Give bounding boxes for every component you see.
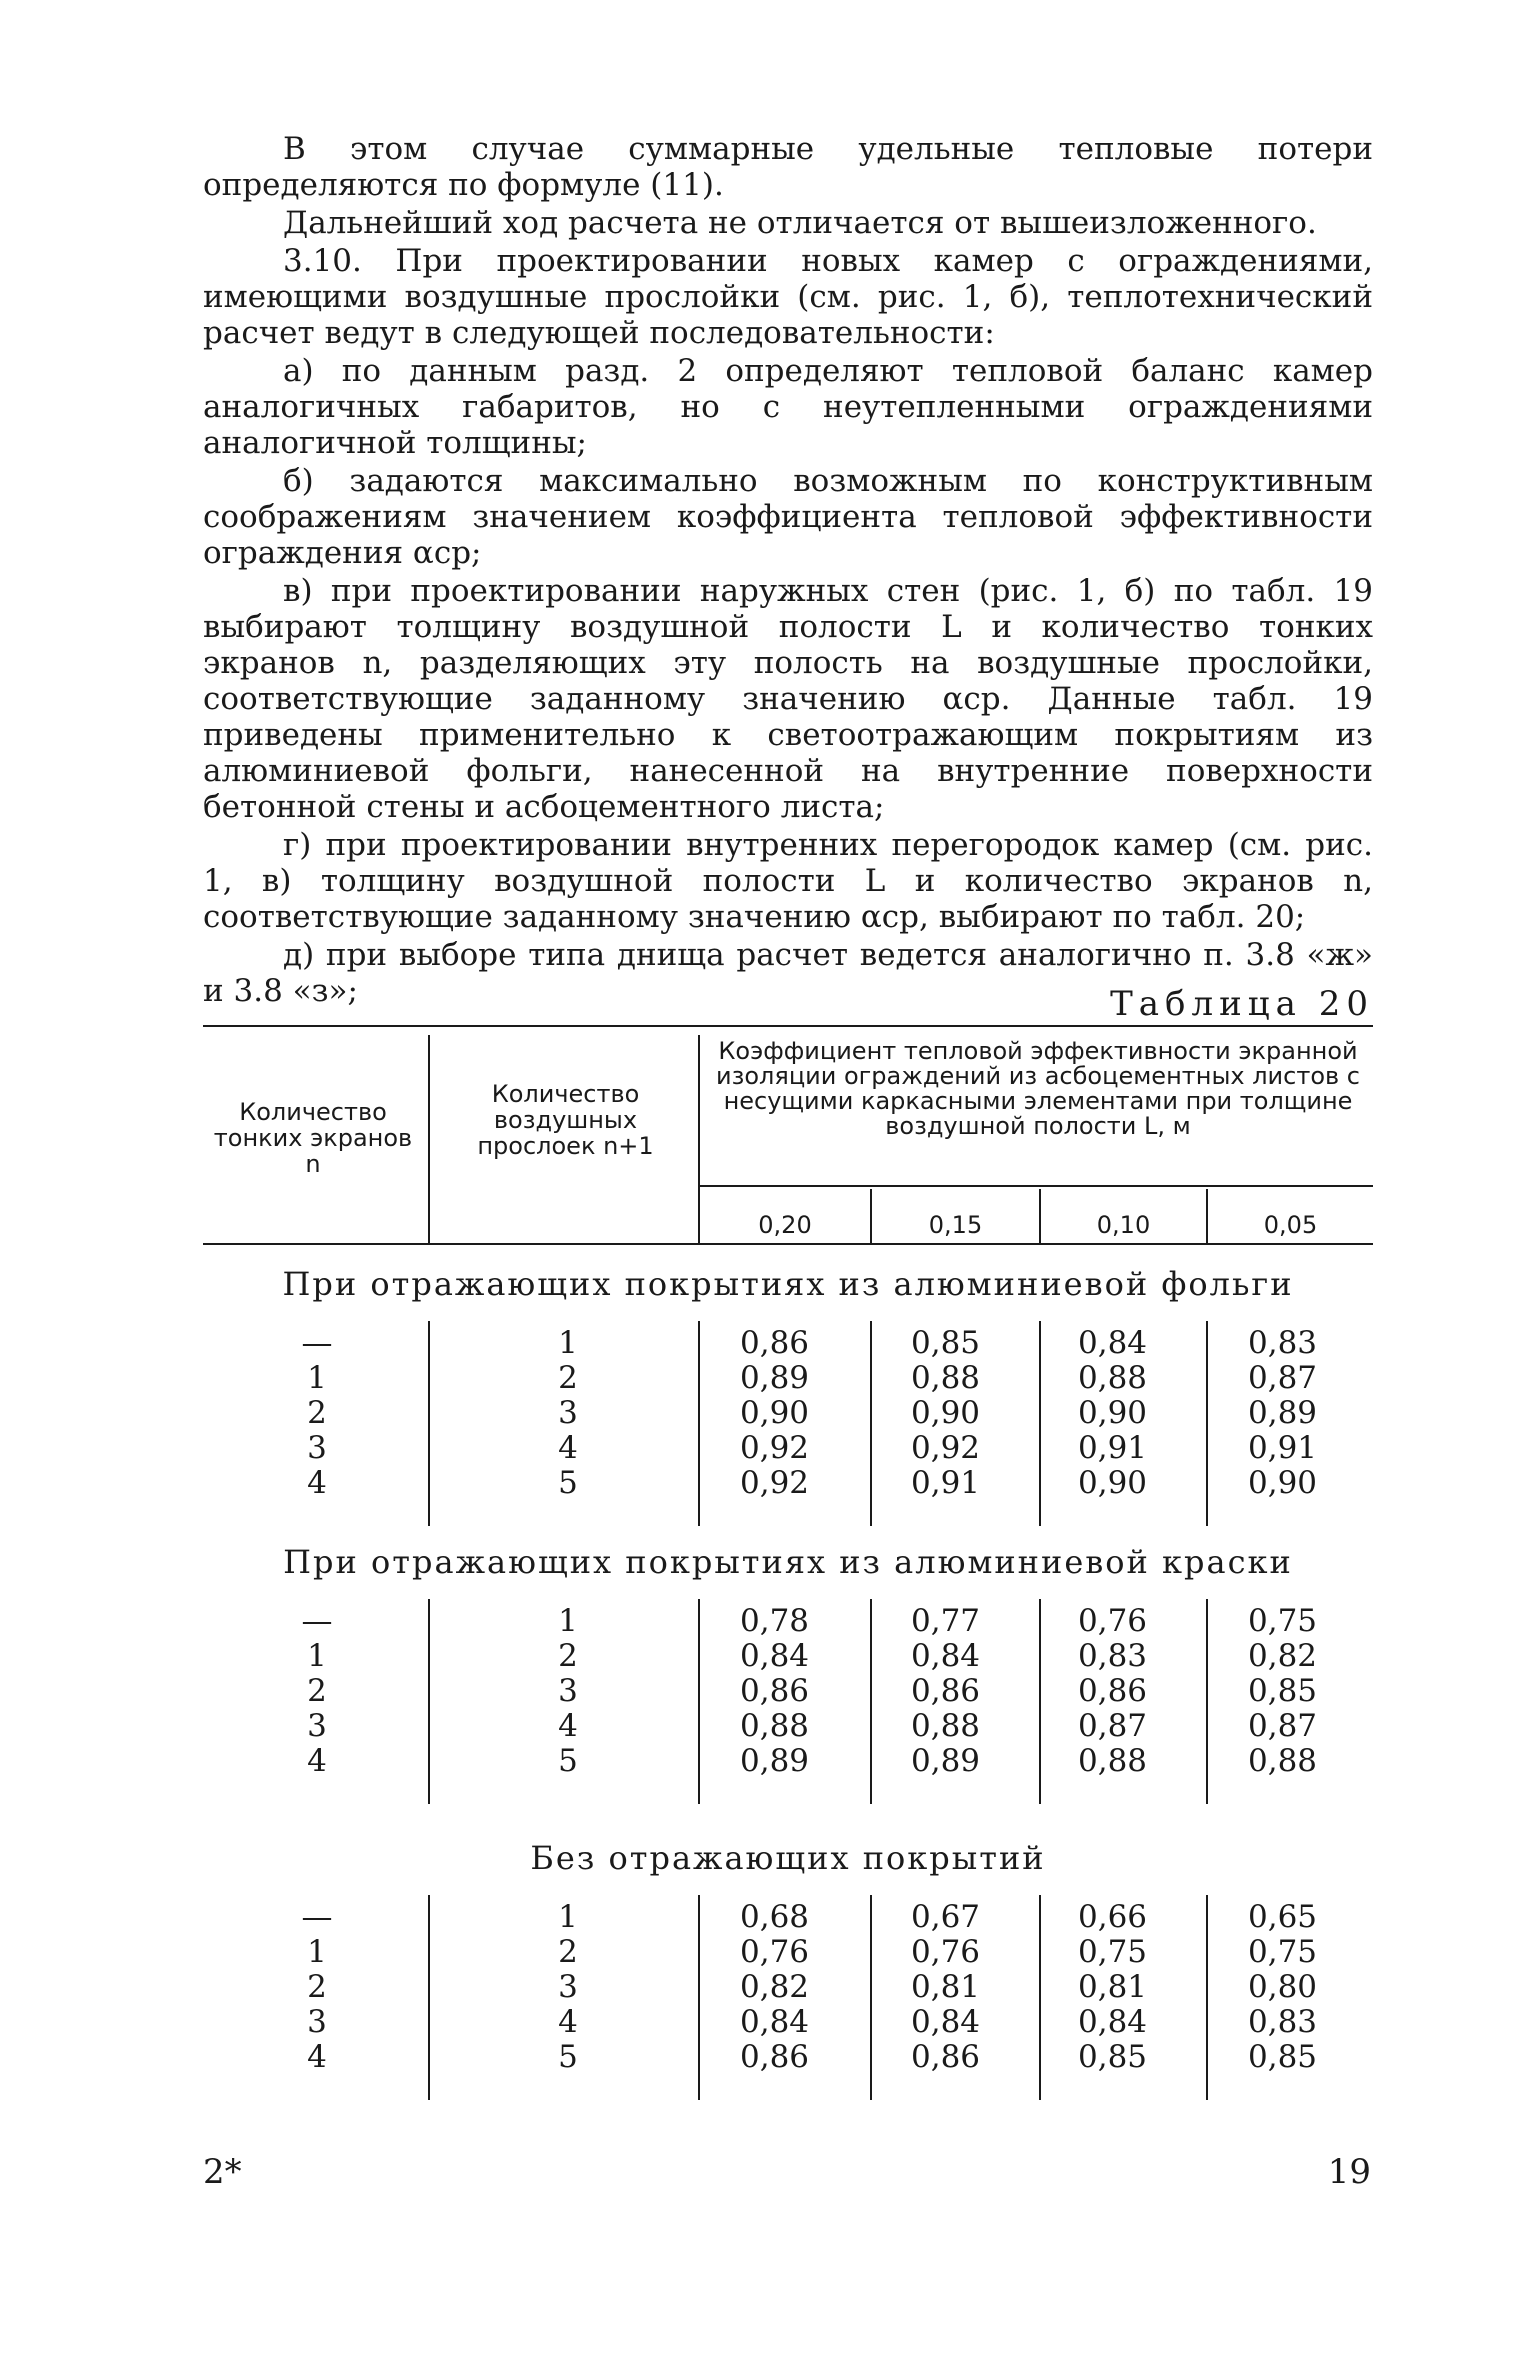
- header-col-divider: [428, 1035, 430, 1243]
- table-cell: 2: [558, 1934, 578, 1970]
- paragraph: б) задаются максимально возможным по конструктивным соображениям значением коэффициента тепловой эффективности ограждения αср;: [203, 463, 1373, 571]
- table-row: [203, 1899, 1373, 1934]
- table-cell: —: [301, 1325, 333, 1361]
- table-cell: 0,86: [911, 1673, 981, 1709]
- table-cell: 4: [307, 1743, 327, 1779]
- table-cell: 0,86: [740, 2039, 810, 2075]
- table-cell: 0,84: [740, 1638, 810, 1674]
- thickness-label: 0,20: [758, 1211, 812, 1239]
- table-cell: 0,84: [1078, 1325, 1148, 1361]
- table-cell: 3: [307, 2004, 327, 2040]
- table-cell: 0,85: [1248, 1673, 1318, 1709]
- section-title: Без отражающих покрытий: [530, 1839, 1046, 1877]
- table-row: [203, 1430, 1373, 1465]
- table-cell: 0,77: [911, 1603, 981, 1639]
- table-cell: 0,82: [740, 1969, 810, 2005]
- table-cell: 0,88: [911, 1360, 981, 1396]
- table-cell: 1: [307, 1360, 327, 1396]
- paragraph: в) при проектировании наружных стен (рис. 1, б) по табл. 19 выбирают толщину воздушной полости L и количество тонких экранов n, разделяющих эту полость на воздушные прослойки, соответствующие заданному значению αср. Данные табл. 19 приведены применительно к светоотражающим покрытиям из алюминиевой фольги, нанесенной на внутренние поверхности бетонной стены и асбоцементного листа;: [203, 573, 1373, 825]
- table-cell: 0,87: [1078, 1708, 1148, 1744]
- table-cell: 3: [307, 1430, 327, 1466]
- table-cell: 4: [558, 2004, 578, 2040]
- table-caption: Таблица 20: [1110, 984, 1374, 1024]
- table-top-rule: [203, 1025, 1373, 1027]
- table-cell: 0,91: [1248, 1430, 1318, 1466]
- table-cell: 0,68: [740, 1899, 810, 1935]
- table-cell: 0,89: [740, 1360, 810, 1396]
- thickness-header-rule: [698, 1185, 1373, 1187]
- table-cell: 3: [307, 1708, 327, 1744]
- thickness-label: 0,10: [1096, 1211, 1151, 1239]
- table-row: [203, 1325, 1373, 1360]
- table-cell: 0,92: [740, 1430, 810, 1466]
- header-air-layers: Количество воздушных прослоек n+1: [477, 1080, 654, 1160]
- table-cell: 0,87: [1248, 1360, 1318, 1396]
- table-cell: 3: [558, 1969, 578, 2005]
- table-row: [203, 2039, 1373, 2074]
- table-header-bottom-rule: [203, 1243, 1373, 1245]
- table-cell: 1: [558, 1325, 578, 1361]
- table-cell: 0,90: [740, 1395, 810, 1431]
- table-cell: 0,76: [740, 1934, 810, 1970]
- table-cell: 0,83: [1248, 1325, 1318, 1361]
- table-cell: 0,90: [1078, 1465, 1148, 1501]
- table-cell: 0,91: [911, 1465, 981, 1501]
- table-cell: 0,80: [1248, 1969, 1318, 2005]
- table-cell: 0,89: [740, 1743, 810, 1779]
- table-cell: 3: [558, 1395, 578, 1431]
- header-screens-count: Количество тонких экранов n: [213, 1098, 413, 1178]
- table-row: [203, 1395, 1373, 1430]
- table-row: [203, 1638, 1373, 1673]
- table-cell: 5: [558, 2039, 578, 2075]
- table-row: [203, 1360, 1373, 1395]
- header-coefficient-group: Коэффициент тепловой эффективности экранной изоляции ограждений из асбоцементных листов с несущими каркасными элементами при толщине воздушной полости L, м: [716, 1037, 1360, 1140]
- table-cell: 4: [558, 1708, 578, 1744]
- table-row: [203, 1743, 1373, 1778]
- table-cell: 2: [307, 1395, 327, 1431]
- table-cell: 0,92: [740, 1465, 810, 1501]
- table-cell: 5: [558, 1465, 578, 1501]
- table-cell: 0,86: [911, 2039, 981, 2075]
- paragraph: г) при проектировании внутренних перегородок камер (см. рис. 1, в) толщину воздушной полости L и количество экранов n, соответствующие заданному значению αср, выбирают по табл. 20;: [203, 827, 1373, 935]
- table-cell: 0,88: [1078, 1743, 1148, 1779]
- paragraph: 3.10. При проектировании новых камер с ограждениями, имеющими воздушные прослойки (см. рис. 1, б), теплотехнический расчет ведут в следующей последовательности:: [203, 243, 1373, 351]
- table-cell: 0,87: [1248, 1708, 1318, 1744]
- table-cell: 0,86: [1078, 1673, 1148, 1709]
- table-cell: 0,65: [1248, 1899, 1318, 1935]
- table-cell: 0,86: [740, 1325, 810, 1361]
- table-cell: 0,76: [911, 1934, 981, 1970]
- table-cell: 0,76: [1078, 1603, 1148, 1639]
- table-cell: 0,75: [1078, 1934, 1148, 1970]
- table-cell: 0,85: [1248, 2039, 1318, 2075]
- table-row: [203, 1673, 1373, 1708]
- thickness-label: 0,15: [928, 1211, 983, 1239]
- table-cell: —: [301, 1899, 333, 1935]
- table-cell: 0,84: [740, 2004, 810, 2040]
- table-cell: 2: [307, 1673, 327, 1709]
- paragraph: В этом случае суммарные удельные тепловые потери определяются по формуле (11).: [203, 131, 1373, 203]
- table-cell: 0,88: [740, 1708, 810, 1744]
- table-cell: 0,90: [911, 1395, 981, 1431]
- table-cell: 2: [558, 1638, 578, 1674]
- paragraph: Дальнейший ход расчета не отличается от вышеизложенного.: [283, 205, 1317, 241]
- table-cell: 1: [558, 1603, 578, 1639]
- table-cell: 0,78: [740, 1603, 810, 1639]
- table-cell: 0,92: [911, 1430, 981, 1466]
- table-row: [203, 1465, 1373, 1500]
- table-cell: 0,83: [1078, 1638, 1148, 1674]
- table-cell: 0,91: [1078, 1430, 1148, 1466]
- table-cell: 1: [307, 1638, 327, 1674]
- table-cell: 0,88: [911, 1708, 981, 1744]
- table-cell: 0,86: [740, 1673, 810, 1709]
- table-cell: 0,88: [1078, 1360, 1148, 1396]
- table-cell: 0,88: [1248, 1743, 1318, 1779]
- page-number: 19: [1327, 2152, 1371, 2192]
- table-cell: 0,85: [911, 1325, 981, 1361]
- table-cell: 3: [558, 1673, 578, 1709]
- table-cell: 0,67: [911, 1899, 981, 1935]
- table-cell: 1: [558, 1899, 578, 1935]
- table-cell: 0,81: [911, 1969, 981, 2005]
- table-cell: 4: [307, 1465, 327, 1501]
- paragraph: а) по данным разд. 2 определяют тепловой баланс камер аналогичных габаритов, но с неутепленными ограждениями аналогичной толщины;: [203, 353, 1373, 461]
- table-cell: 0,90: [1248, 1465, 1318, 1501]
- table-cell: 0,89: [911, 1743, 981, 1779]
- table-cell: 0,84: [1078, 2004, 1148, 2040]
- table-row: [203, 2004, 1373, 2039]
- table-cell: 1: [307, 1934, 327, 1970]
- table-row: [203, 1708, 1373, 1743]
- table-cell: 0,84: [911, 2004, 981, 2040]
- table-row: [203, 1934, 1373, 1969]
- table-row: [203, 1603, 1373, 1638]
- table-cell: 0,90: [1078, 1395, 1148, 1431]
- table-cell: 4: [307, 2039, 327, 2075]
- table-cell: 2: [307, 1969, 327, 2005]
- table-cell: 0,84: [911, 1638, 981, 1674]
- table-cell: 0,82: [1248, 1638, 1318, 1674]
- table-cell: 0,83: [1248, 2004, 1318, 2040]
- table-cell: 0,75: [1248, 1934, 1318, 1970]
- table-cell: 0,75: [1248, 1603, 1318, 1639]
- section-title: При отражающих покрытиях из алюминиевой краски: [283, 1543, 1293, 1581]
- body-text: [203, 131, 1373, 1011]
- signature-mark: 2*: [203, 2152, 242, 2192]
- table-cell: 5: [558, 1743, 578, 1779]
- table-cell: 0,66: [1078, 1899, 1148, 1935]
- table-row: [203, 1969, 1373, 2004]
- paragraph: д) при выборе типа днища расчет ведется аналогично п. 3.8 «ж» и 3.8 «з»;: [203, 937, 1373, 1009]
- table-cell: 0,89: [1248, 1395, 1318, 1431]
- table-cell: 2: [558, 1360, 578, 1396]
- table-cell: —: [301, 1603, 333, 1639]
- thickness-label: 0,05: [1263, 1211, 1318, 1239]
- table-cell: 0,81: [1078, 1969, 1148, 2005]
- table-cell: 0,85: [1078, 2039, 1148, 2075]
- table-cell: 4: [558, 1430, 578, 1466]
- section-title: При отражающих покрытиях из алюминиевой фольги: [282, 1265, 1294, 1303]
